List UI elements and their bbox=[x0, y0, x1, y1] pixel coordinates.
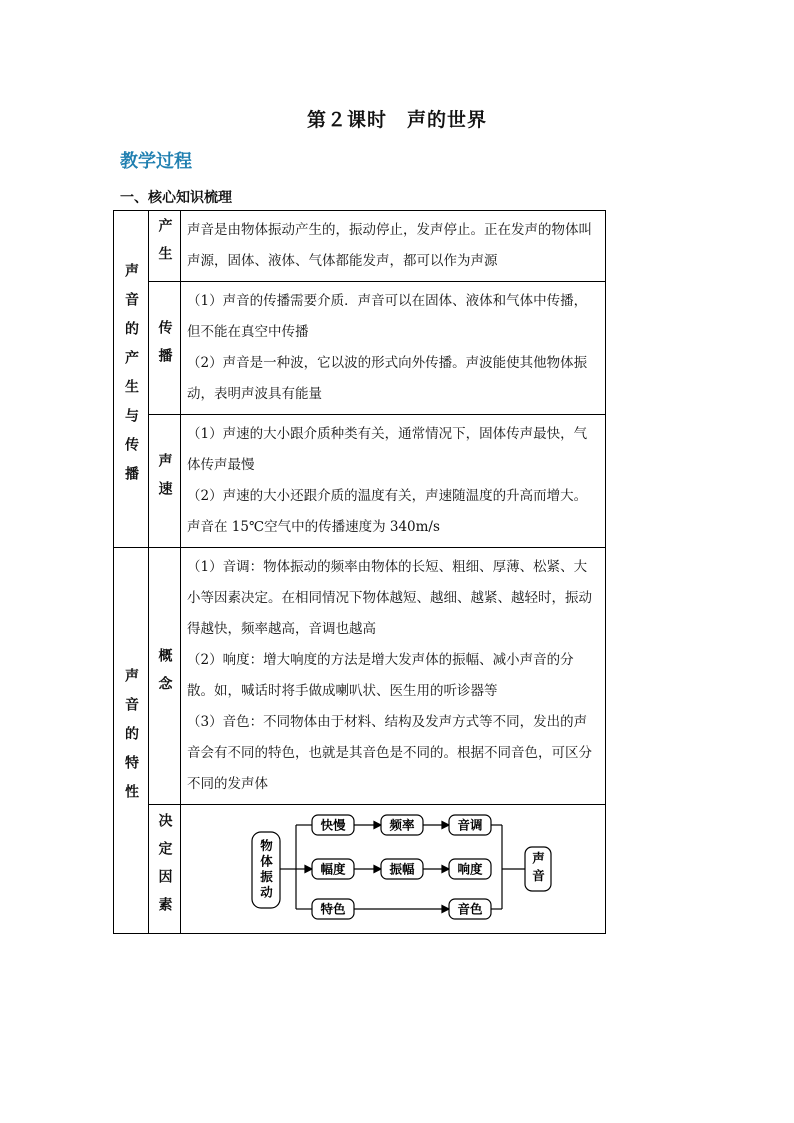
subcategory-cell bbox=[149, 211, 181, 282]
category-label-propagation: 声音的产生与传播 bbox=[123, 263, 139, 495]
section-heading: 教学过程 bbox=[120, 151, 192, 172]
table-row bbox=[114, 548, 606, 805]
content-line: （1）音调：物体振动的频率由物体的长短、粗细、厚薄、松紧、大小等因素决定。在相同情况下物体越短、越细、越紧、越轻时，振动得越快，频率越高，音调也越高 bbox=[187, 559, 592, 637]
node-target-sound: 声音 bbox=[530, 851, 546, 887]
sound-factors-diagram bbox=[181, 805, 605, 929]
arrow-head bbox=[374, 866, 381, 873]
subcategory-cell bbox=[149, 282, 181, 415]
arrow-head bbox=[442, 906, 449, 913]
content-cell bbox=[181, 211, 606, 282]
node-range: 幅度 bbox=[320, 861, 346, 877]
content-line: （3）音色：不同物体由于材料、结构及发声方式等不同，发出的声音会有不同的特色，也就是其音色是不同的。根据不同音色，可区分不同的发声体 bbox=[187, 714, 592, 792]
subsection-heading: 一、核心知识梳理 bbox=[120, 190, 232, 206]
node-source-vibration: 物体振动 bbox=[258, 839, 274, 901]
content-line: （2）声音是一种波，它以波的形式向外传播。声波能使其他物体振动，表明声波具有能量 bbox=[187, 355, 588, 402]
subcategory-label-production: 产生 bbox=[156, 218, 173, 274]
content-line: （1）声音的传播需要介质．声音可以在固体、液体和气体中传播，但不能在真空中传播 bbox=[187, 293, 588, 340]
table-row bbox=[114, 211, 606, 282]
subcategory-cell bbox=[149, 415, 181, 548]
node-amplitude: 振幅 bbox=[389, 861, 415, 877]
content-cell bbox=[181, 415, 606, 548]
node-loudness: 响度 bbox=[457, 861, 483, 877]
subcategory-cell bbox=[149, 805, 181, 934]
category-label-characteristics: 声音的特性 bbox=[123, 668, 139, 813]
subcategory-cell bbox=[149, 548, 181, 805]
diagram-cell bbox=[181, 805, 606, 934]
category-cell bbox=[114, 548, 149, 934]
arrow-head bbox=[305, 866, 312, 873]
subcategory-label-concept: 概念 bbox=[156, 648, 173, 704]
subcategory-label-factors: 决定因素 bbox=[156, 813, 173, 925]
subcategory-label-speed: 声速 bbox=[156, 453, 173, 509]
arrow-head bbox=[374, 822, 381, 829]
knowledge-table bbox=[113, 210, 606, 934]
subcategory-label-transmission: 传播 bbox=[156, 320, 173, 376]
content-line: 声音是由物体振动产生的，振动停止，发声停止。正在发声的物体叫声源，固体、液体、气体都能发声，都可以作为声源 bbox=[187, 222, 592, 269]
table-row bbox=[114, 805, 606, 934]
table-row bbox=[114, 282, 606, 415]
arrow-head bbox=[442, 822, 449, 829]
table-row bbox=[114, 415, 606, 548]
category-cell bbox=[114, 211, 149, 548]
node-timbre: 音色 bbox=[457, 901, 483, 917]
content-line: （2）响度：增大响度的方法是增大发声体的振幅、减小声音的分散。如，喊话时将手做成喇叭状、医生用的听诊器等 bbox=[187, 652, 574, 699]
content-cell bbox=[181, 282, 606, 415]
arrow-head bbox=[442, 866, 449, 873]
node-feature: 特色 bbox=[320, 901, 346, 917]
node-pitch: 音调 bbox=[457, 817, 483, 833]
content-line: （2）声速的大小还跟介质的温度有关，声速随温度的升高而增大。声音在 15℃空气中的传播速度为 340m/s bbox=[187, 488, 588, 535]
node-frequency: 频率 bbox=[389, 817, 415, 833]
node-speed: 快慢 bbox=[320, 817, 346, 833]
page-title: 第２课时 声的世界 bbox=[306, 109, 487, 131]
content-cell bbox=[181, 548, 606, 805]
content-line: （1）声速的大小跟介质种类有关，通常情况下，固体传声最快，气体传声最慢 bbox=[187, 426, 588, 473]
